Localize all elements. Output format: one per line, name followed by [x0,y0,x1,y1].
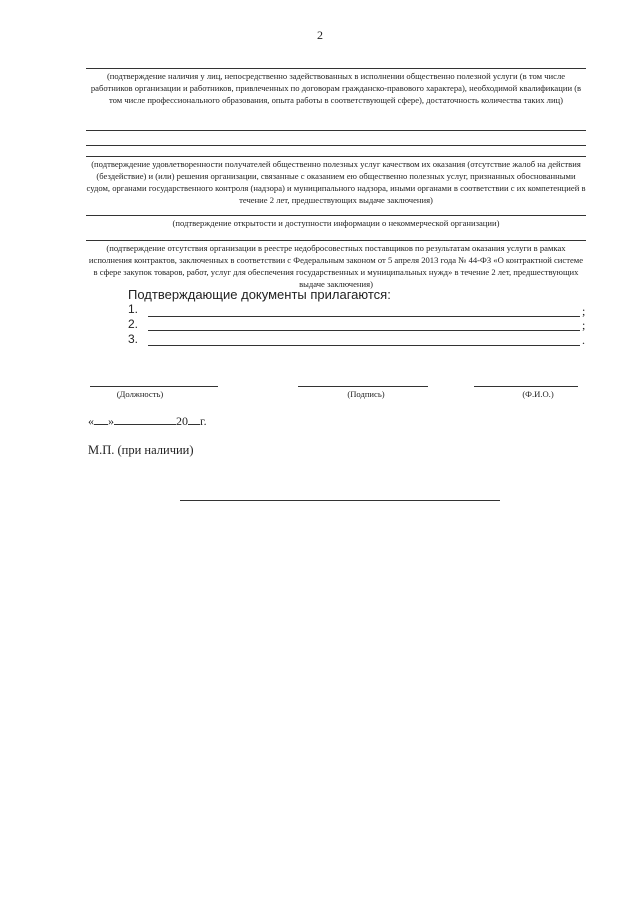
name-label: (Ф.И.О.) [522,389,554,399]
year-prefix: 20 [176,414,188,428]
document-item-number: 2. [128,317,139,331]
fill-line [86,145,586,146]
document-item-line [148,330,580,331]
signature-line [298,386,428,387]
date-field [88,413,207,429]
position-line [90,386,218,387]
document-item-line [148,345,580,346]
fill-line [86,130,586,131]
date-close-quote: » [108,414,114,428]
caption-registry: (подтверждение отсутствия организации в реестре недобросовестных поставщиков по результатам оказания услуги в рамках исполнения контрактов, заключенных в соответствии с Федеральным законом от 5 апреля 2013 года № 44-ФЗ «О контрактной системе в сфере закупок товаров, работ, услуг для обеспечения государственных и муниципальных нужд» в течение 2 лет, предшествующих выдаче заключения) [88,243,584,289]
bottom-separator [180,500,500,501]
documents-heading: Подтверждающие документы прилагаются: [128,287,391,302]
document-item-number: 1. [128,302,139,316]
caption-staff-qualification: (подтверждение наличия у лиц, непосредственно задействованных в исполнении общественно полезной услуги (в том числе работников организации и работников, привлеченных по договорам гражданско-правового характера), необходимой квалификации (в том числе профессионального образования, опыта работы в соответствующей сфере), достаточность количества таких лиц) [90,71,582,105]
document-item-end: . [582,333,585,347]
signature-label: (Подпись) [347,389,385,399]
month-blank [114,413,176,425]
fill-line [86,68,586,69]
document-item-end: ; [582,304,586,318]
document-item-line [148,316,580,317]
fill-line [86,215,586,216]
page-number: 2 [317,28,323,42]
stamp-placeholder: М.П. (при наличии) [88,443,194,457]
day-blank [94,413,108,425]
fill-line [86,156,586,157]
name-line [474,386,578,387]
date-open-quote: « [88,414,94,428]
caption-satisfaction: (подтверждение удовлетворенности получателей общественно полезных услуг качеством их оказания (отсутствие жалоб на действия (бездействие) и (или) решения организации, связанные с оказанием ею общественно полезных услуг, признанных обоснованными судом, органами государственного контроля (надзора) и муниципального надзора, иными органами в соответствии с их компетенцией в течение 2 лет, предшествующих выдаче заключения) [86,159,586,205]
position-label: (Должность) [116,389,164,399]
fill-line [86,240,586,241]
year-suffix: г. [200,414,207,428]
document-item-end: ; [582,318,586,332]
caption-openness: (подтверждение открытости и доступности информации о некоммерческой организации) [172,218,500,228]
document-item-number: 3. [128,332,139,346]
year-blank [188,413,200,425]
